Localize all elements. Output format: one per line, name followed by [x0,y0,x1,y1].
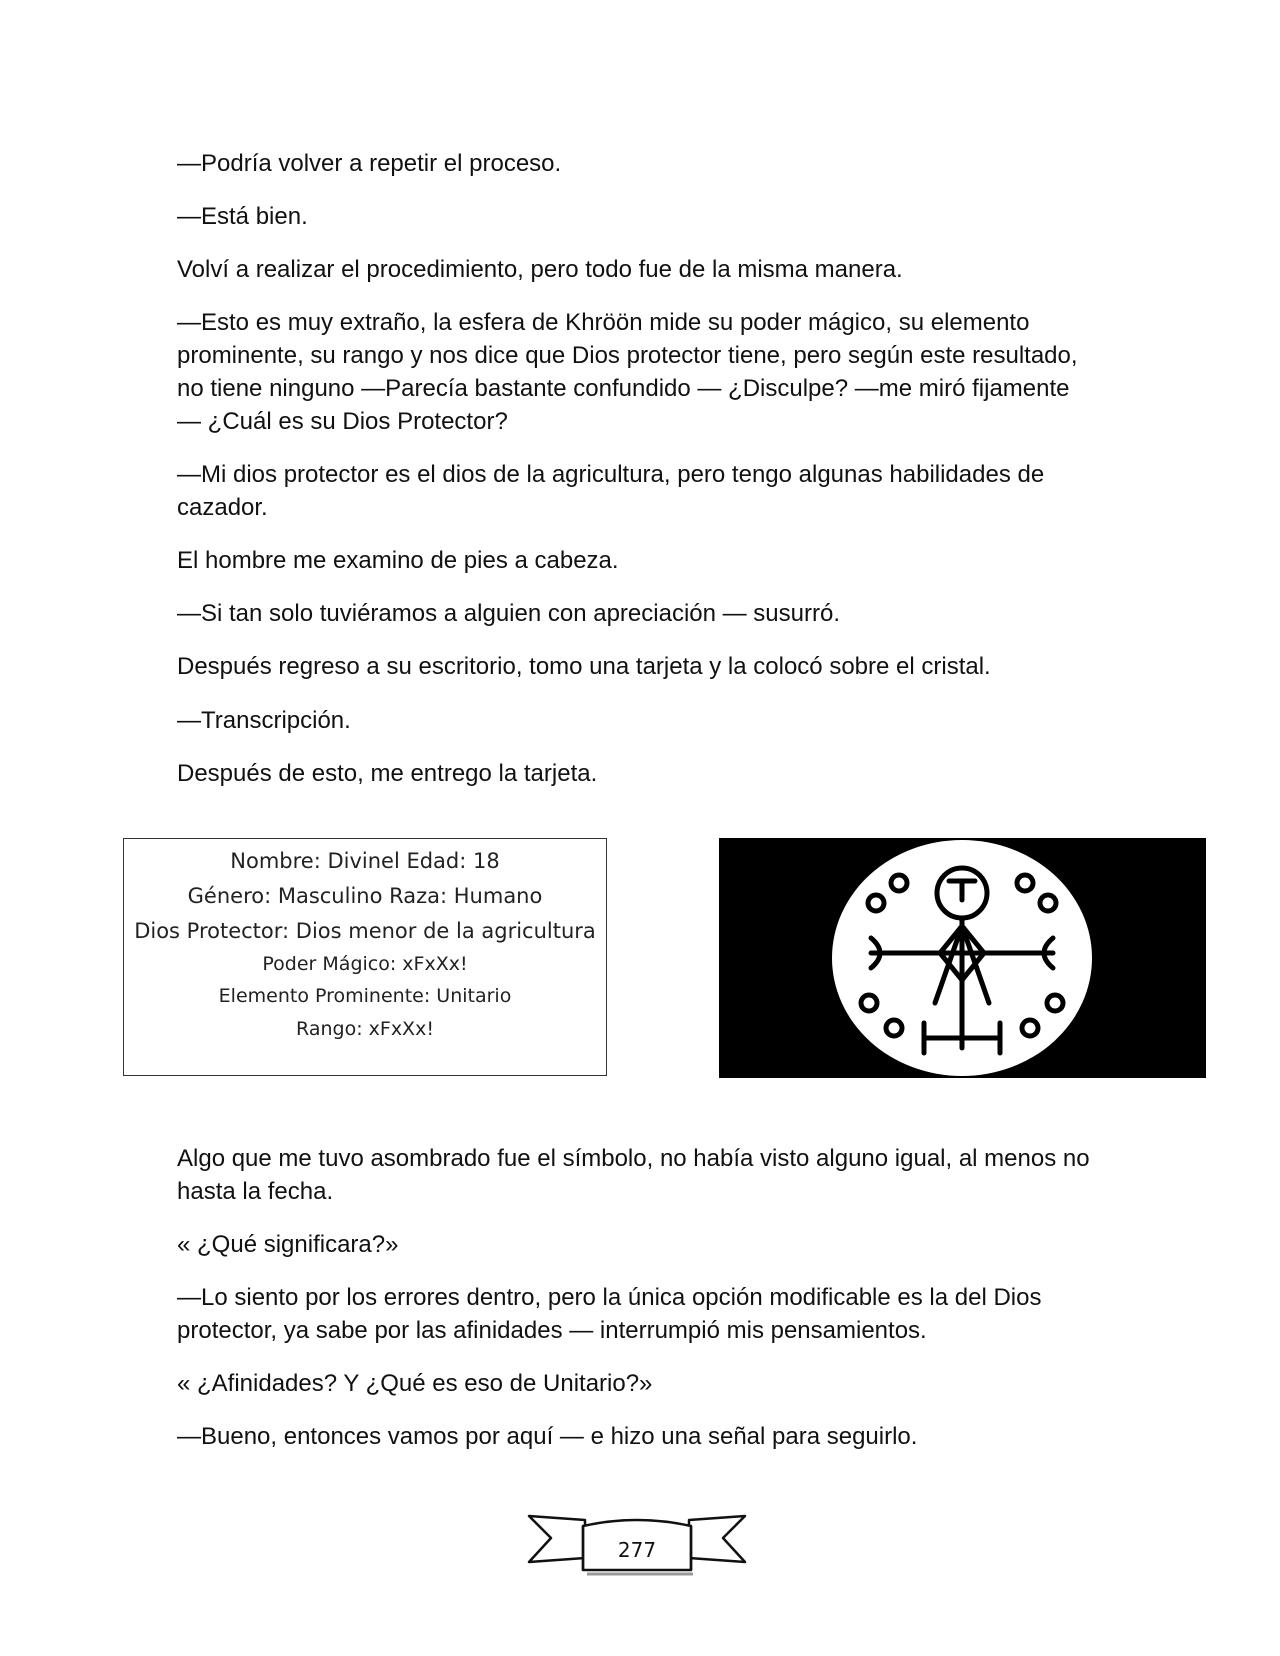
paragraph-12: « ¿Qué significara?» [177,1231,399,1258]
paragraph-1: —Podría volver a repetir el proceso. [177,150,562,177]
paragraph-9: —Transcripción. [177,707,351,734]
paragraph-10: Después de esto, me entrego la tarjeta. [177,760,598,787]
paragraph-14: « ¿Afinidades? Y ¿Qué es eso de Unitario?» [177,1370,653,1397]
card-rank: Rango: xFxXx! [296,1018,434,1040]
sigil-image [719,838,1206,1078]
identity-card [123,838,607,1076]
paragraph-6: El hombre me examino de pies a cabeza. [177,547,619,574]
paragraph-2: —Está bien. [177,203,308,230]
paragraph-5: —Mi dios protector es el dios de la agricultura, pero tengo algunas habilidades de cazador. [177,461,1045,521]
paragraph-15: —Bueno, entonces vamos por aquí — e hizo una señal para seguirlo. [177,1423,918,1450]
paragraph-13: —Lo siento por los errores dentro, pero la única opción modificable es la del Dios protector, ya sabe por las afinidades — interrumpió mis pensamientos. [177,1284,1042,1344]
paragraph-3: Volví a realizar el procedimiento, pero todo fue de la misma manera. [177,256,903,283]
card-protector-god: Dios Protector: Dios menor de la agricultura [134,919,596,943]
card-name-age: Nombre: Divinel Edad: 18 [230,849,500,873]
paragraph-7: —Si tan solo tuviéramos a alguien con apreciación — susurró. [177,600,840,627]
card-element: Elemento Prominente: Unitario [218,985,512,1007]
page-number: 277 [617,1538,657,1562]
paragraph-11: Algo que me tuvo asombrado fue el símbolo, no había visto alguno igual, al menos no hasta la fecha. [177,1145,1090,1205]
sigil-icon [719,838,1206,1078]
paragraph-4: —Esto es muy extraño, la esfera de Khröön mide su poder mágico, su elemento prominente, su rango y nos dice que Dios protector tiene, pero según este resultado, no tiene ninguno —Parecía bastante confundido — ¿Disculpe? —me miró fijamente — ¿Cuál es su Dios Protector? [177,309,1078,435]
page-number-banner [527,1508,747,1580]
card-magic-power: Poder Mágico: xFxXx! [262,953,468,975]
paragraph-8: Después regreso a su escritorio, tomo una tarjeta y la colocó sobre el cristal. [177,653,991,680]
card-gender-race: Género: Masculino Raza: Humano [187,884,543,908]
